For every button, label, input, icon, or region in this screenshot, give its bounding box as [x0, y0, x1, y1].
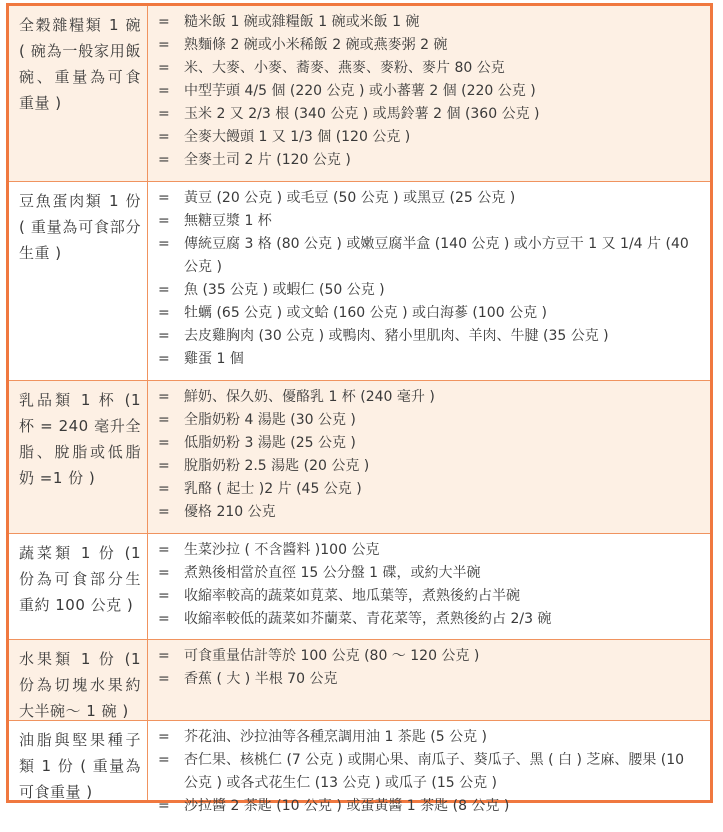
category-cell: 全穀雜糧類 1 碗 ( 碗為一般家用飯碗、重量為可食重量 ) [9, 6, 148, 181]
item-text: 全麥土司 2 片 (120 公克 ) [184, 152, 351, 168]
list-item [156, 57, 702, 80]
equals-sign: = [158, 129, 170, 145]
item-text: 可食重量估計等於 100 公克 (80 ～ 120 公克 ) [184, 648, 480, 664]
item-text: 香蕉 ( 大 ) 半根 70 公克 [184, 671, 338, 687]
list-item [156, 409, 702, 432]
item-text: 糙米飯 1 碗或雜糧飯 1 碗或米飯 1 碗 [184, 14, 420, 30]
items-cell [148, 721, 710, 814]
items-cell [148, 6, 710, 181]
list-item [156, 608, 702, 631]
items-cell [148, 640, 710, 720]
item-text: 去皮雞胸肉 (30 公克 ) 或鴨肉、豬小里肌肉、羊肉、牛腱 (35 公克 ) [184, 328, 609, 344]
equals-sign: = [158, 671, 170, 687]
category-cell: 油脂與堅果種子類 1 份 ( 重量為可食重量 ) [9, 721, 148, 800]
list-item [156, 455, 702, 478]
list-item [156, 187, 702, 210]
equals-sign: = [158, 648, 170, 664]
list-item [156, 210, 702, 233]
item-text: 雞蛋 1 個 [184, 351, 244, 367]
equals-sign: = [158, 389, 170, 405]
category-cell: 乳品類 1 杯 (1 杯 = 240 毫升全脂、脫脂或低脂奶 =1 份 ) [9, 381, 148, 533]
table-row-dairy [9, 380, 710, 533]
item-text: 全脂奶粉 4 湯匙 (30 公克 ) [184, 412, 356, 428]
item-text: 鮮奶、保久奶、優酪乳 1 杯 (240 毫升 ) [184, 389, 435, 405]
equals-sign: = [158, 729, 170, 745]
table-row-fats-nuts [9, 720, 710, 814]
list-item [156, 795, 702, 818]
item-text: 魚 (35 公克 ) 或蝦仁 (50 公克 ) [184, 282, 385, 298]
item-text: 中型芋頭 4/5 個 (220 公克 ) 或小蕃薯 2 個 (220 公克 ) [184, 83, 536, 99]
list-item [156, 126, 702, 149]
list-item [156, 432, 702, 455]
items-cell [148, 534, 710, 639]
list-item [156, 562, 702, 585]
list-item [156, 302, 702, 325]
item-text: 杏仁果、核桃仁 (7 公克 ) 或開心果、南瓜子、葵瓜子、黑 ( 白 ) 芝麻、腰果 (10 公克 ) 或各式花生仁 (13 公克 ) 或瓜子 (15 公克 ) [184, 752, 685, 791]
category-cell: 豆魚蛋肉類 1 份 ( 重量為可食部分生重 ) [9, 182, 148, 380]
equals-sign: = [158, 565, 170, 581]
list-item [156, 501, 702, 524]
item-text: 芥花油、沙拉油等各種烹調用油 1 茶匙 (5 公克 ) [184, 729, 487, 745]
list-item [156, 348, 702, 371]
table-row-fruits [9, 639, 710, 720]
item-text: 全麥大饅頭 1 又 1/3 個 (120 公克 ) [184, 129, 411, 145]
list-item [156, 34, 702, 57]
item-text: 玉米 2 又 2/3 根 (340 公克 ) 或馬鈴薯 2 個 (360 公克 ) [184, 106, 540, 122]
equals-sign: = [158, 798, 170, 814]
equals-sign: = [158, 481, 170, 497]
equals-sign: = [158, 37, 170, 53]
equals-sign: = [158, 435, 170, 451]
list-item [156, 233, 702, 279]
equals-sign: = [158, 542, 170, 558]
equals-sign: = [158, 351, 170, 367]
table-row-vegetables [9, 533, 710, 639]
equals-sign: = [158, 60, 170, 76]
list-item [156, 386, 702, 409]
list-item [156, 539, 702, 562]
list-item [156, 325, 702, 348]
equals-sign: = [158, 152, 170, 168]
list-item [156, 585, 702, 608]
list-item [156, 478, 702, 501]
list-item [156, 11, 702, 34]
category-cell: 蔬菜類 1 份 (1 份為可食部分生重約 100 公克 ) [9, 534, 148, 639]
table-row-grains [9, 6, 710, 181]
equals-sign: = [158, 83, 170, 99]
equals-sign: = [158, 190, 170, 206]
item-text: 米、大麥、小麥、蕎麥、燕麥、麥粉、麥片 80 公克 [184, 60, 505, 76]
equals-sign: = [158, 752, 170, 768]
item-text: 黃豆 (20 公克 ) 或毛豆 (50 公克 ) 或黑豆 (25 公克 ) [184, 190, 516, 206]
equals-sign: = [158, 14, 170, 30]
equals-sign: = [158, 458, 170, 474]
equals-sign: = [158, 504, 170, 520]
food-exchange-table [6, 3, 713, 814]
item-text: 牡蠣 (65 公克 ) 或文蛤 (160 公克 ) 或白海蔘 (100 公克 ) [184, 305, 547, 321]
equals-sign: = [158, 412, 170, 428]
equals-sign: = [158, 328, 170, 344]
item-text: 傳統豆腐 3 格 (80 公克 ) 或嫩豆腐半盒 (140 公克 ) 或小方豆干 1 又 1/4 片 (40 公克 ) [184, 236, 689, 275]
item-text: 低脂奶粉 3 湯匙 (25 公克 ) [184, 435, 356, 451]
items-cell [148, 381, 710, 533]
equals-sign: = [158, 213, 170, 229]
item-text: 脫脂奶粉 2.5 湯匙 (20 公克 ) [184, 458, 370, 474]
list-item [156, 279, 702, 302]
equals-sign: = [158, 588, 170, 604]
list-item [156, 726, 702, 749]
list-item [156, 80, 702, 103]
equals-sign: = [158, 282, 170, 298]
item-text: 乳酪 ( 起士 )2 片 (45 公克 ) [184, 481, 362, 497]
list-item [156, 645, 702, 668]
items-cell [148, 182, 710, 380]
item-text: 無糖豆漿 1 杯 [184, 213, 272, 229]
list-item [156, 149, 702, 172]
item-text: 熟麵條 2 碗或小米稀飯 2 碗或燕麥粥 2 碗 [184, 37, 448, 53]
equals-sign: = [158, 305, 170, 321]
equals-sign: = [158, 106, 170, 122]
category-cell: 水果類 1 份 (1 份為切塊水果約大半碗～ 1 碗 ) [9, 640, 148, 720]
item-text: 收縮率較高的蔬菜如莧菜、地瓜葉等，煮熟後約占半碗 [184, 588, 520, 604]
table-row-protein [9, 181, 710, 380]
item-text: 生菜沙拉 ( 不含醬料 )100 公克 [184, 542, 380, 558]
equals-sign: = [158, 611, 170, 627]
item-text: 煮熟後相當於直徑 15 公分盤 1 碟，或約大半碗 [184, 565, 481, 581]
list-item [156, 103, 702, 126]
item-text: 收縮率較低的蔬菜如芥蘭菜、青花菜等，煮熟後約占 2/3 碗 [184, 611, 552, 627]
item-text: 沙拉醬 2 茶匙 (10 公克 ) 或蛋黃醬 1 茶匙 (8 公克 ) [184, 798, 510, 814]
list-item [156, 749, 702, 795]
equals-sign: = [158, 236, 170, 252]
item-text: 優格 210 公克 [184, 504, 276, 520]
list-item [156, 668, 702, 691]
